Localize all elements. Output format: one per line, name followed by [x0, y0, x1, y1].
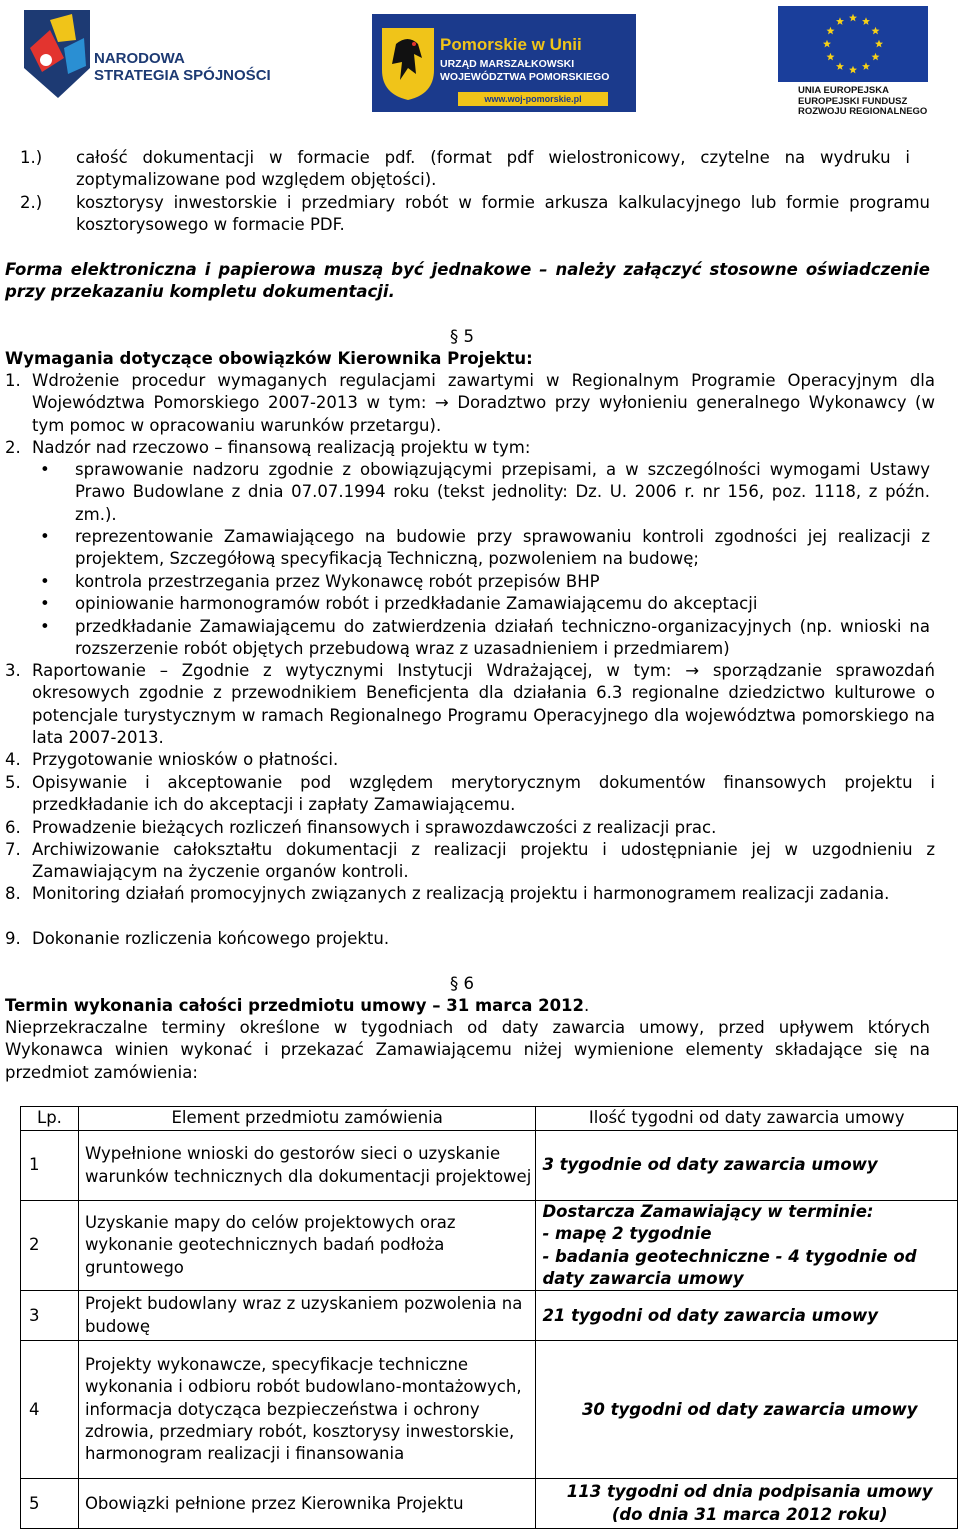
cell-element: Wypełnione wnioski do gestorów sieci o uzyskanie warunków technicznych dla dokumentacji projektowej — [78, 1131, 536, 1201]
header-element: Element przedmiotu zamówienia — [78, 1107, 536, 1131]
bullet-icon: • — [40, 594, 50, 613]
list-number: 2. — [5, 438, 21, 457]
eu-star-icon — [836, 62, 844, 70]
list-item — [20, 192, 960, 238]
eu-star-icon — [862, 17, 870, 25]
list-text: Monitoring działań promocyjnych związanych z realizacją projektu i harmonogramem realizacji zadania. — [32, 884, 890, 903]
list-text: kosztorysy inwestorskie i przedmiary robót w formie arkusza kalkulacyjnego lub formie programu kosztorysowego w formacie PDF. — [76, 193, 930, 235]
bullet-icon: • — [40, 527, 50, 546]
schedule-table — [20, 1106, 958, 1529]
table-row — [21, 1341, 958, 1479]
pomorskie-logo — [372, 14, 636, 112]
cell-lp: 5 — [21, 1479, 79, 1529]
table-header-row — [21, 1107, 958, 1131]
list-number: 5. — [5, 773, 21, 792]
term-line: (do dnia 31 marca 2012 roku) — [611, 1504, 888, 1524]
eu-star-icon — [823, 40, 831, 48]
list-text: opiniowanie harmonogramów robót i przedkładanie Zamawiającemu do akceptacji — [75, 594, 758, 613]
ue-logo — [778, 6, 928, 118]
list-text: sprawowanie nadzoru zgodnie z obowiązującymi przepisami, a w szczególności wymogami Ustawy Prawo Budowlane z dnia 07.07.1994 roku (tekst jednolity: Dz. U. 2006 r. nr 156, poz. 1118, z późn. zm.). — [75, 460, 930, 524]
bullet-icon: • — [40, 617, 50, 636]
header-term: Ilość tygodni od daty zawarcia umowy — [536, 1107, 958, 1131]
term-line: - mapę 2 tygodnie — [542, 1224, 712, 1244]
section-5-symbol: § 5 — [450, 327, 474, 346]
eu-star-icon — [862, 62, 870, 70]
list-number: 1. — [5, 371, 21, 390]
cell-lp: 4 — [21, 1341, 79, 1479]
list-text: Nadzór nad rzeczowo – finansową realizacją projektu w tym: — [32, 438, 531, 457]
header-logos — [0, 0, 960, 122]
bullet-icon: • — [40, 460, 50, 479]
table-row — [21, 1131, 958, 1201]
eu-flag — [778, 6, 928, 82]
cell-element: Projekty wykonawcze, specyfikacje techniczne wykonania i odbioru robót budowlano-montażowych, informacja dotycząca bezpieczeństwa i ochrony zdrowia, przedmiary robót, kosztorysy inwestorskie, harmonogram realizacji i finansowania — [78, 1341, 536, 1479]
eu-star-icon — [827, 27, 835, 35]
list-text: Dokonanie rozliczenia końcowego projektu. — [32, 929, 390, 948]
eu-star-icon — [875, 40, 883, 48]
list-text: całość dokumentacji w formacie pdf. (format pdf wielostronicowy, czytelne na wydruku i zoptymalizowane pod względem objętości). — [76, 148, 910, 190]
eu-star-icon — [872, 53, 880, 61]
list-number: 9. — [5, 929, 21, 948]
section-6-title: Termin wykonania całości przedmiotu umowy – 31 marca 2012 — [5, 996, 585, 1015]
cell-term: 21 tygodni od daty zawarcia umowy — [536, 1291, 958, 1341]
list-text: kontrola przestrzegania przez Wykonawcę robót przepisów BHP — [75, 572, 600, 591]
list-text: reprezentowanie Zamawiającego na budowie przy sprawowaniu kontroli zgodności jej realizacji z projektem, Szczegółową specyfikacją Techniczną, pozwoleniem na budowę; — [75, 527, 930, 569]
header-lp: Lp. — [21, 1107, 79, 1131]
section-6-title-wrap — [5, 995, 589, 1017]
list-number: 7. — [5, 840, 21, 859]
eu-star-icon — [836, 17, 844, 25]
list-number: 8. — [5, 884, 21, 903]
list-text: Archiwizowanie całokształtu dokumentacji z realizacji projektu i udostępnianie jej w uzgodnieniu z Zamawiającym na życzenie organów kontroli. — [32, 840, 935, 882]
nss-emblem-icon — [20, 8, 92, 100]
cell-element: Projekt budowlany wraz z uzyskaniem pozwolenia na budowę — [78, 1291, 536, 1341]
cell-element: Uzyskanie mapy do celów projektowych oraz wykonanie geotechnicznych badań podłoża gruntowego — [78, 1201, 536, 1291]
section-5-title: Wymagania dotyczące obowiązków Kierownika Projektu: — [5, 349, 533, 368]
list-text: Przygotowanie wniosków o płatności. — [32, 750, 339, 769]
cell-lp: 1 — [21, 1131, 79, 1201]
list-item — [20, 147, 960, 193]
pomorskie-web: www.woj-pomorskie.pl — [458, 92, 608, 106]
eu-star-icon — [872, 27, 880, 35]
cell-lp: 3 — [21, 1291, 79, 1341]
ue-logo-text: UNIA EUROPEJSKA EUROPEJSKI FUNDUSZ ROZWOJU REGIONALNEGO — [798, 85, 928, 118]
griffin-crest-icon — [378, 24, 438, 102]
section-6-intro: Nieprzekraczalne terminy określone w tygodniach od daty zawarcia umowy, przed upływem których Wykonawca winien wykonać i przekazać Zamawiającemu niżej wymienione elementy składające się na przedmiot zamówienia: — [5, 1018, 930, 1082]
cell-term — [536, 1479, 958, 1529]
list-number: 2.) — [20, 193, 43, 212]
list-text: Opisywanie i akceptowanie pod względem merytorycznym dokumentów finansowych projektu i przedkładanie ich do akceptacji i zapłaty Zamawiającemu. — [32, 773, 935, 815]
table-row — [21, 1201, 958, 1291]
term-line: - badania geotechniczne - 4 tygodnie od daty zawarcia umowy — [542, 1246, 917, 1288]
cell-lp: 2 — [21, 1201, 79, 1291]
nss-logo-text: NARODOWA STRATEGIA SPÓJNOŚCI — [94, 50, 271, 84]
list-number: 3. — [5, 661, 21, 680]
cell-term: 3 tygodnie od daty zawarcia umowy — [536, 1131, 958, 1201]
eu-stars-icon — [778, 6, 928, 82]
pomorskie-subtitle: URZĄD MARSZAŁKOWSKI WOJEWÓDZTWA POMORSKIEGO — [440, 58, 610, 83]
term-line: Dostarcza Zamawiający w terminie: — [542, 1202, 874, 1221]
nss-logo — [20, 8, 271, 108]
bullet-icon: • — [40, 572, 50, 591]
list-number: 6. — [5, 818, 21, 837]
section-6-symbol: § 6 — [450, 974, 474, 993]
term-line: 113 tygodni od dnia podpisania umowy — [566, 1482, 933, 1502]
section-6-title-end: . — [584, 996, 590, 1015]
pomorskie-title: Pomorskie w Unii — [440, 35, 582, 54]
list-text: Raportowanie – Zgodnie z wytycznymi Instytucji Wdrażającej, w tym: → sporządzanie sprawozdań okresowych zgodnie z przewodnikiem Beneficjenta dla działania 6.3 regionalne dziedzictwo kulturowe o potencjale turystycznym w ramach Regionalnego Programu Operacyjnego dla województwa pomorskiego na lata 2007-2013. — [32, 661, 935, 747]
list-text: Wdrożenie procedur wymaganych regulacjami zawartymi w Regionalnym Programie Operacyjnym dla Województwa Pomorskiego 2007-2013 w tym: → Doradztwo przy wyłonieniu generalnego Wykonawcy (w tym pomoc w opracowaniu warunków przetargu). — [32, 371, 935, 435]
cell-element: Obowiązki pełnione przez Kierownika Projektu — [78, 1479, 536, 1529]
list-text: przedkładanie Zamawiającemu do zatwierdzenia działań techniczno-organizacyjnych (np. wnioski na rozszerzenie robót objętych przebudową wraz z uzasadnieniem i przedmiarem) — [75, 617, 930, 659]
cell-term: 30 tygodni od daty zawarcia umowy — [536, 1341, 958, 1479]
eu-star-icon — [849, 14, 857, 22]
list-number: 1.) — [20, 148, 43, 167]
list-text: Prowadzenie bieżących rozliczeń finansowych i sprawozdawczości z realizacji prac. — [32, 818, 717, 837]
table-row — [21, 1291, 958, 1341]
documentation-note: Forma elektroniczna i papierowa muszą być jednakowe – należy załączyć stosowne oświadczenie przy przekazaniu kompletu dokumentacji. — [5, 260, 930, 302]
eu-star-icon — [849, 66, 857, 74]
list-number: 4. — [5, 750, 21, 769]
eu-star-icon — [827, 53, 835, 61]
table-row — [21, 1479, 958, 1529]
cell-term — [536, 1201, 958, 1291]
